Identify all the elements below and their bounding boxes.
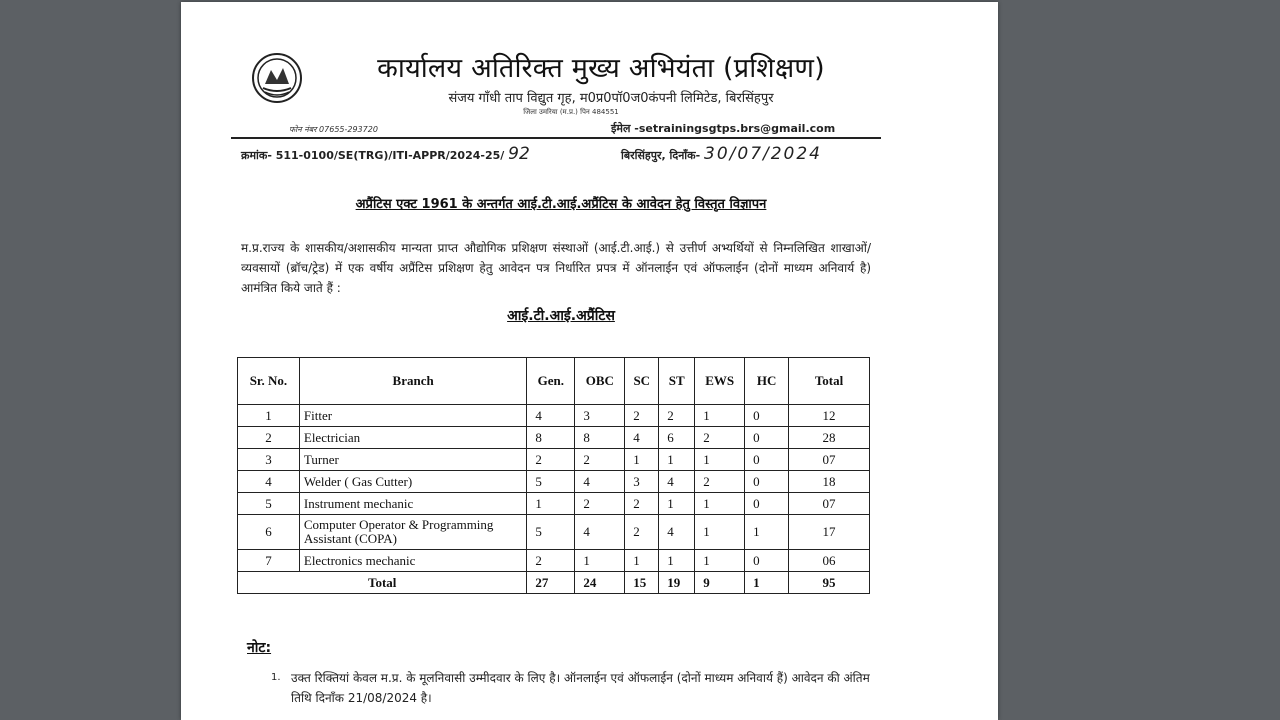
table-cell: 1 — [527, 493, 575, 515]
table-cell: 28 — [789, 427, 870, 449]
reference-date — [621, 144, 822, 164]
table-cell: 1 — [238, 405, 300, 427]
table-cell: 1 — [575, 550, 625, 572]
table-cell: 1 — [659, 550, 695, 572]
note-number: 1. — [271, 672, 281, 683]
table-cell: 19 — [659, 572, 695, 594]
section-subheading: आई.टी.आई.अप्रैंटिस — [507, 308, 615, 324]
table-cell: 1 — [659, 493, 695, 515]
table-row — [238, 493, 870, 515]
table-cell: Electronics mechanic — [299, 550, 527, 572]
reference-number — [241, 144, 530, 164]
header-cell: EWS — [695, 358, 745, 405]
table-cell: 4 — [238, 471, 300, 493]
table-cell: 07 — [789, 449, 870, 471]
table-cell: 7 — [238, 550, 300, 572]
emblem-logo-icon — [251, 50, 303, 106]
table-cell: Computer Operator & Programming Assistant (COPA) — [299, 515, 527, 550]
header-cell: OBC — [575, 358, 625, 405]
table-cell: 0 — [745, 550, 789, 572]
header-cell: HC — [745, 358, 789, 405]
table-row — [238, 405, 870, 427]
table-cell: 2 — [575, 493, 625, 515]
table-cell: 2 — [625, 493, 659, 515]
document-page — [181, 2, 998, 720]
table-cell: 1 — [695, 493, 745, 515]
table-cell: 4 — [575, 515, 625, 550]
header-cell: Branch — [299, 358, 527, 405]
table-cell: 4 — [659, 471, 695, 493]
table-cell: 2 — [575, 449, 625, 471]
date-handwritten: 30/07/2024 — [704, 144, 822, 164]
note-item — [271, 668, 876, 708]
intro-paragraph: म.प्र.राज्य के शासकीय/अशासकीय मान्यता प्राप्त औद्योगिक प्रशिक्षण संस्थाओं (आई.टी.आई.) से उत्तीर्ण अभ्यर्थियों से निम्नलिखित शाखाओं/व्यवसायों (ब्रॉच/ट्रेड) में एक वर्षीय अप्रैंटिस प्रशिक्षण हेतु आवेदन पत्र निर्धारित प्रपत्र में ऑनलाईन एवं ऑफलाईन (दोनों माध्यम अनिवार्य है) आमंत्रित किये जाते हैं : — [241, 241, 871, 295]
table-header-row — [238, 358, 870, 405]
note-label: नोट: — [247, 640, 272, 656]
table-cell: 2 — [527, 449, 575, 471]
table-cell: 6 — [659, 427, 695, 449]
table-cell: 5 — [527, 515, 575, 550]
table-cell: 8 — [527, 427, 575, 449]
reference-handwritten-number: 92 — [508, 144, 530, 164]
table-cell: 15 — [625, 572, 659, 594]
table-cell: 4 — [527, 405, 575, 427]
table-row — [238, 471, 870, 493]
table-cell: 4 — [625, 427, 659, 449]
table-cell: 3 — [575, 405, 625, 427]
header-cell: Sr. No. — [238, 358, 300, 405]
table-total-row — [238, 572, 870, 594]
table-cell: 1 — [745, 515, 789, 550]
table-row — [238, 427, 870, 449]
table-cell: 0 — [745, 427, 789, 449]
header-cell: Gen. — [527, 358, 575, 405]
table-cell: 9 — [695, 572, 745, 594]
note-text: उक्त रिक्तियां केवल म.प्र. के मूलनिवासी उम्मीदवार के लिए है। ऑनलाईन एवं ऑफलाईन (दोनों माध्यम अनिवार्य हैं) आवेदन की अंतिम तिथि दिनाँक 21/08/2024 है। — [291, 671, 870, 705]
table-cell: 3 — [625, 471, 659, 493]
table-cell: 06 — [789, 550, 870, 572]
table-cell: 2 — [625, 515, 659, 550]
seat-table — [237, 357, 870, 594]
table-cell: 1 — [745, 572, 789, 594]
table-cell: 8 — [575, 427, 625, 449]
table-cell: 07 — [789, 493, 870, 515]
table-cell: 1 — [659, 449, 695, 471]
table-cell: 3 — [238, 449, 300, 471]
header-cell: Total — [789, 358, 870, 405]
table-cell: 18 — [789, 471, 870, 493]
header-cell: SC — [625, 358, 659, 405]
table-cell: 0 — [745, 449, 789, 471]
table-cell: Fitter — [299, 405, 527, 427]
table-cell: 2 — [695, 471, 745, 493]
table-cell: 1 — [695, 515, 745, 550]
header-cell: ST — [659, 358, 695, 405]
table-cell: 0 — [745, 493, 789, 515]
table-cell: 17 — [789, 515, 870, 550]
office-title: कार्यालय अतिरिक्त मुख्य अभियंता (प्रशिक्षण) — [377, 53, 825, 84]
advertisement-heading: अप्रैंटिस एक्ट 1961 के अन्तर्गत आई.टी.आई.अप्रैंटिस के आवेदन हेतु विस्तृत विज्ञापन — [355, 197, 767, 212]
table-cell: 12 — [789, 405, 870, 427]
table-cell: Turner — [299, 449, 527, 471]
table-cell: 0 — [745, 471, 789, 493]
office-subtitle: संजय गाँधी ताप विद्युत गृह, म0प्र0पॉ0ज0कंपनी लिमिटेड, बिरसिंहपुर — [448, 91, 774, 106]
table-cell: 5 — [238, 493, 300, 515]
office-phone: फोन नंबर 07655-293720 — [289, 125, 378, 134]
table-cell: Electrician — [299, 427, 527, 449]
table-cell: 2 — [527, 550, 575, 572]
table-cell: 4 — [575, 471, 625, 493]
table-cell: 1 — [625, 449, 659, 471]
table-cell: 2 — [625, 405, 659, 427]
table-row — [238, 449, 870, 471]
table-cell: Welder ( Gas Cutter) — [299, 471, 527, 493]
table-cell: 27 — [527, 572, 575, 594]
table-cell: 2 — [695, 427, 745, 449]
table-cell: 4 — [659, 515, 695, 550]
table-cell: 1 — [695, 449, 745, 471]
table-cell: Instrument mechanic — [299, 493, 527, 515]
table-cell: 0 — [745, 405, 789, 427]
office-district: जिला उमरिया (म.प्र.) पिन 484551 — [523, 108, 619, 116]
total-label: Total — [238, 572, 527, 594]
table-cell: 5 — [527, 471, 575, 493]
table-cell: 1 — [625, 550, 659, 572]
table-cell: 2 — [659, 405, 695, 427]
table-cell: 1 — [695, 550, 745, 572]
office-email: ईमेल -setrainingsgtps.brs@gmail.com — [611, 122, 836, 135]
table-cell: 6 — [238, 515, 300, 550]
header-divider — [231, 137, 881, 139]
reference-label: क्रमांक- 511-0100/SE(TRG)/ITI-APPR/2024-25/ — [241, 149, 505, 162]
table-cell: 1 — [695, 405, 745, 427]
table-row — [238, 550, 870, 572]
table-cell: 2 — [238, 427, 300, 449]
date-label: बिरसिंहपुर, दिनाँक- — [621, 149, 701, 162]
table-cell: 24 — [575, 572, 625, 594]
table-row — [238, 515, 870, 550]
table-cell: 95 — [789, 572, 870, 594]
